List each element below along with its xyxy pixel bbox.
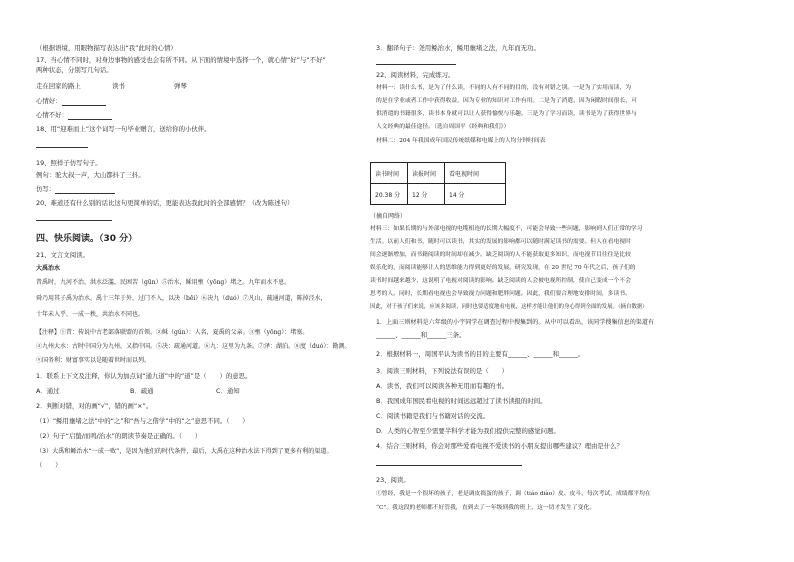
reading-time-table	[370, 162, 506, 205]
passage-title: 大禹治水	[36, 265, 61, 272]
good-mood-label: 心情好：	[36, 97, 62, 105]
good-mood-blank[interactable]	[62, 98, 106, 106]
imitate-row	[36, 185, 115, 194]
note-line: ④九州大水：古时中国分为九州，又指中国。⑤决：疏通河道。⑥九：这里为九条。⑦泽：湖泊。⑧度（duó）：勘测。	[36, 343, 351, 350]
q18-text: 18、用“迎难而上”这个词写一句毕业赠言，送给你的小伙伴。	[36, 125, 211, 133]
q22-3-option-d[interactable]: D．人类的心智至少需要半科学才能为我们提供完整的感觉问题。	[376, 427, 560, 435]
reading-passage-line: ①曾经，我是一个很坏的孩子，老是调皮捣蛋的孩子，调（tiáo diào）皮、皮斗、每次考试，成绩都平均在	[376, 491, 651, 497]
hint-text: （根据语境，用眼物描写表达出“我”此时的心情）	[36, 44, 177, 52]
q23-text: 23、阅读。	[376, 476, 410, 484]
passage-line: 昔禹时，九河不治，洪水泛滥，民困苦（gūn）⑤治水，稣用壅（yōng）堵之。九年而水不息。	[36, 279, 291, 286]
material-one-line: 人文经典的最佳途径。（选自周国平《经典和我们》）	[376, 124, 510, 130]
q19-text: 19、照样子仿写句子。	[36, 159, 102, 167]
table-row	[371, 184, 506, 205]
reading-passage-line: “C”。我这段的老师都不好管我，直到去了一年级到我的班上，这一切才发生了变化。	[376, 505, 596, 511]
material-one-line: 的是在学业或者工作中获得收益，因为专业的知识对工作有用。二是为了消遣，因为闲暇时间很长，可	[376, 98, 637, 104]
q22-3-text: 3．阅读三则材料，下列说法有误的是（ ）	[376, 367, 508, 375]
good-mood-row	[36, 97, 106, 106]
answer-paren[interactable]: （ ）	[36, 461, 62, 469]
material-three-line: 读书时间越来越少，这说明了电视对阅读的影响。缺乏阅读的人会被电视所控制，使自己变成一个不会	[370, 278, 631, 284]
table-cell: 14 分	[445, 184, 506, 205]
imitate-label: 仿写：	[36, 185, 56, 193]
q21-2-text: 2．判断对错，对的画“√”，错的画“×”。	[36, 402, 153, 410]
note-line: ⑨国务利：财富事实以是随着世时而以列。	[36, 357, 151, 364]
note-line: 【注释】①昔：传说中古老部落联盟的首领。②稣（gǔn）：人名，夏禹的父亲。③壅（yōng）：堵塞。	[36, 329, 309, 336]
q22-3-option-b[interactable]: B．我国成年国民看电视的时间远远超过了读书读报的时间。	[376, 397, 547, 405]
passage-line: 舜乃用其子禹为治水。禹十三年于外，过门不入，以决（bēi）⑥决九（duó）⑦凡山，疏通河道，陈掉泾水，	[36, 295, 327, 302]
judge-item: （2）句子“启蛰/而鸣/治水”的朗读节奏是正确的。（ ）	[36, 432, 202, 440]
material-one-line: 材料一：读什么书，是为了什么读，不同的人有不同的目的，没有对错之别。一是为了实用而读，为	[376, 85, 632, 91]
q22-2-text[interactable]: 2．根据材料一，周国平认为读书的目的主要有______、______和______。	[376, 350, 585, 358]
material-three-line: 间会逐渐增加，而书籍阅读的时间却在减少。缺乏阅读的人不能获取更多知识，而电视节目往往是比较	[370, 252, 631, 258]
table-cell: 20.38 分	[371, 184, 408, 205]
imitate-blank[interactable]	[55, 186, 115, 194]
q22-4-answer-line[interactable]	[376, 465, 522, 466]
scene-option: 弹琴	[174, 82, 187, 90]
q20-text: 20、难道还有什么别的话比这句更简单的话，更能表达我此时的全部感情？（改为陈述句）	[36, 199, 294, 207]
table-header-cell: 看电视时间	[445, 163, 506, 184]
section-four-heading: 四、快乐阅读。（30 分）	[36, 234, 138, 244]
q17-text: 17、当心情不同时，对身边事物的感受也会有所不同。从下面的情境中选择一个，就心情“好”与“不好”	[36, 56, 326, 64]
q22-3-option-a[interactable]: A．读书，我们可以阅读各种无用而有趣的书。	[376, 382, 509, 390]
scene-option: 走在回家的路上	[36, 82, 81, 90]
q21-1-option-a[interactable]: A．通过	[36, 387, 60, 395]
q18-answer-line[interactable]	[36, 147, 88, 148]
scene-option: 读书	[112, 82, 125, 90]
table-row	[371, 163, 506, 184]
material-three-line: 材料三：如果长期的与外部电视的电缆相连的长期大幅度不，可能会导致一些问题，影响到人们正常的学习	[370, 226, 643, 232]
bad-mood-label: 心情不好：	[36, 111, 68, 119]
material-one-line: 供消遣的书籍很多，读书本身就可以让人获得愉悦与乐趣。三是为了学习而读，读书是为了获得世界与	[376, 111, 637, 117]
q21-1-option-c[interactable]: C．通知	[216, 387, 240, 395]
bad-mood-row	[36, 111, 112, 120]
q22-3-option-c[interactable]: C．阅读书籍是我们与书籍对话的交流。	[376, 412, 490, 420]
material-three-line: 娱乐化的，而阅读能够让人的思维能力得到更好的发展。研究发现，在 20 世纪 70 年代之后，孩子们的	[370, 265, 636, 271]
material-three-line: 因此，对于孩子们来说，应该多阅读，同时也要适度地看电视，这样才能让他们的身心得到全面的发展。（摘自数据）	[370, 304, 648, 310]
material-two-source: （摘自网络）	[370, 213, 407, 220]
judge-item: （1）“鲧用壅堵之法”中的“之”和“吾与之偕学”中的“之”意思不同。（ ）	[36, 417, 249, 425]
q22-1-text: 1．上面三则材料是六年级的小宇同学在调查过程中搜集到的。从中可以看出，该同学搜集信息的渠道有	[376, 319, 655, 326]
example-sentence: 例句：驼大叔一声，大山都抖了三抖。	[36, 171, 145, 179]
q21-1-text: 1．联系上下文及注释，你认为加点词“通九道”中的“道”是（ ）的意思。	[36, 372, 252, 380]
q21-3-answer-line[interactable]	[376, 64, 456, 65]
q22-4-text: 4．结合三则材料，你会对那些爱看电视不爱读书的小朋友提出哪些建议？理由是什么？	[376, 442, 623, 450]
q21-text: 21、文言文阅读。	[36, 251, 89, 259]
passage-line: 十年未入乎，一成一秩，共治水不同也。	[36, 311, 145, 318]
judge-item: （3）大禹和鲧治水“一成一败”，是因为他们的时代条件，最后，大禹在这种治水法下得到了更多有利的渠道。	[36, 448, 333, 455]
table-header-cell: 读书时间	[371, 163, 408, 184]
table-header-cell: 读报时间	[408, 163, 445, 184]
q21-1-option-b[interactable]: B．疏通	[130, 387, 154, 395]
q20-answer-line[interactable]	[36, 220, 112, 221]
material-two-title: 材料二：204 年我国成年国民传统纸媒和电媒上的人均分钟时间表	[376, 138, 546, 144]
q22-text: 22、阅读材料，完成练习。	[376, 71, 455, 79]
q17-text-cont: 两种状态，分别写几句话。	[36, 66, 113, 74]
material-three-line: 思考的人。同时，长期看电视也会导致视力问题和肥胖问题。因此，我们要合理地安排时间，多读书。	[370, 291, 631, 297]
q21-3-text: 3．翻译句子：尧用鲧治水，鲧用壅堵之法，九年而无功。	[376, 44, 540, 52]
bad-mood-blank[interactable]	[68, 112, 112, 120]
table-cell: 12 分	[408, 184, 445, 205]
material-three-line: 生活。以前人们和书，随时可以读书，其实的发展的影响都可以随时满足读书的需要。但人在看电视时	[370, 239, 631, 245]
q22-1-blanks[interactable]: ______、______和______三条。	[376, 331, 466, 339]
